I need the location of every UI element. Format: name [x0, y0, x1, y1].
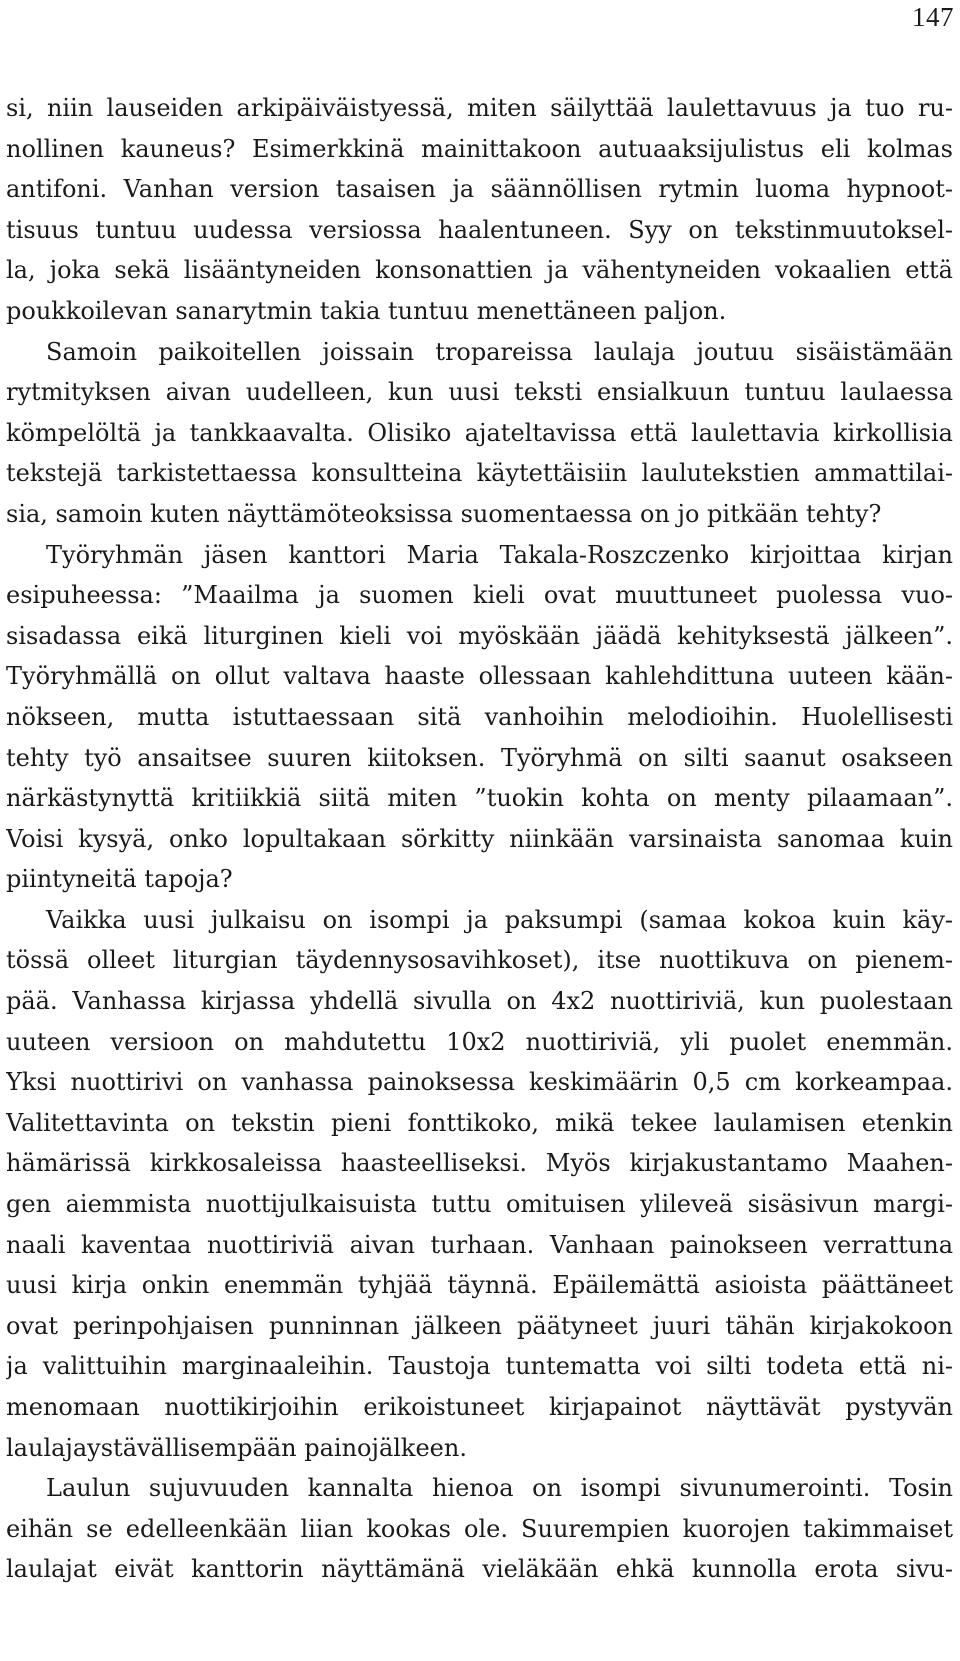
text-line: rytmityksen aivan uudelleen, kun uusi teksti ensialkuun tuntuu laulaessa: [6, 378, 953, 407]
text-line: sisadassa eikä liturginen kieli voi myöskään jäädä kehityksestä jälkeen”.: [6, 621, 953, 650]
text-line: Työryhmän jäsen kanttori Maria Takala-Roszczenko kirjoittaa kirjan: [46, 540, 953, 569]
text-line: menomaan nuottikirjoihin erikoistuneet kirjapainot näyttävät pystyvän: [6, 1393, 953, 1421]
text-line: esipuheessa: ”Maailma ja suomen kieli ovat muuttuneet puolessa vuo-: [6, 581, 953, 610]
text-line: Samoin paikoitellen joissain tropareissa laulaja joutuu sisäistämään: [46, 337, 953, 366]
text-line: Valitettavinta on tekstin pieni fonttikoko, mikä tekee laulamisen etenkin: [6, 1108, 953, 1137]
text-line: eihän se edelleenkään liian kookas ole. Suurempien kuorojen takimmaiset: [6, 1514, 953, 1543]
text-line: Laulun sujuvuuden kannalta hienoa on isompi sivunumerointi. Tosin: [46, 1474, 953, 1503]
text-line: gen aiemmista nuottijulkaisuista tuttu omituisen ylileveä sisäsivun margi-: [6, 1190, 953, 1219]
text-line: Työryhmällä on ollut valtava haaste ollessaan kahlehdittuna uuteen kään-: [6, 662, 953, 691]
text-line: laulajaystävällisempään painojälkeen.: [6, 1433, 467, 1462]
text-line: sia, samoin kuten näyttämöteoksissa suomentaessa on jo pitkään tehty?: [6, 499, 882, 528]
text-line: uuteen versioon on mahdutettu 10x2 nuottiriviä, yli puolet enemmän.: [6, 1027, 953, 1056]
text-line: tisuus tuntuu uudessa versiossa haalentuneen. Syy on tekstinmuutoksel-: [6, 215, 953, 244]
text-line: tekstejä tarkistettaessa konsultteina käytettäisiin laulutekstien ammattilai-: [6, 459, 953, 488]
text-line: piintyneitä tapoja?: [6, 865, 233, 894]
text-line: nollinen kauneus? Esimerkkinä mainittakoon autuaaksijulistus eli kolmas: [6, 134, 953, 163]
page-number: 147: [912, 2, 954, 32]
text-line: hämärissä kirkkosaleissa haasteelliseksi. Myös kirjakustantamo Maahen-: [6, 1149, 953, 1178]
text-line: kömpelöltä ja tankkaavalta. Olisiko ajateltavissa että laulettavia kirkollisia: [6, 418, 953, 447]
text-line: Voisi kysyä, onko lopultakaan sörkitty niinkään varsinaista sanomaa kuin: [6, 824, 953, 853]
text-line: uusi kirja onkin enemmän tyhjää täynnä. Epäilemättä asioista päättäneet: [6, 1271, 953, 1300]
text-line: poukkoilevan sanarytmin takia tuntuu menettäneen paljon.: [6, 296, 727, 325]
text-line: antifoni. Vanhan version tasaisen ja säännöllisen rytmin luoma hypnoot-: [6, 175, 953, 204]
text-line: pää. Vanhassa kirjassa yhdellä sivulla on 4x2 nuottiriviä, kun puolestaan: [6, 987, 953, 1016]
text-line: nökseen, mutta istuttaessaan sitä vanhoihin melodioihin. Huolellisesti: [6, 702, 953, 731]
body-text: [6, 88, 953, 1590]
text-line: ja valittuihin marginaaleihin. Taustoja tuntematta voi silti todeta että ni-: [6, 1352, 953, 1381]
text-line: Yksi nuottirivi on vanhassa painoksessa keskimäärin 0,5 cm korkeampaa.: [6, 1068, 953, 1097]
text-line: närkästynyttä kritiikkiä siitä miten ”tuokin kohta on menty pilaamaan”.: [6, 784, 953, 813]
text-line: la, joka sekä lisääntyneiden konsonattien ja vähentyneiden vokaalien että: [6, 256, 953, 285]
text-line: Vaikka uusi julkaisu on isompi ja paksumpi (samaa kokoa kuin käy-: [46, 905, 953, 934]
text-line: naali kaventaa nuottiriviä aivan turhaan. Vanhaan painokseen verrattuna: [6, 1230, 953, 1259]
text-line: ovat perinpohjaisen punninnan jälkeen päätyneet juuri tähän kirjakokoon: [6, 1311, 953, 1340]
text-line: tehty työ ansaitsee suuren kiitoksen. Työryhmä on silti saanut osakseen: [6, 743, 953, 772]
text-line: laulajat eivät kanttorin näyttämänä vieläkään ehkä kunnolla erota sivu-: [6, 1555, 953, 1584]
text-line: tössä olleet liturgian täydennysosavihkoset), itse nuottikuva on pienem-: [6, 946, 953, 975]
text-line: si, niin lauseiden arkipäiväistyessä, miten säilyttää laulettavuus ja tuo ru-: [6, 94, 953, 122]
